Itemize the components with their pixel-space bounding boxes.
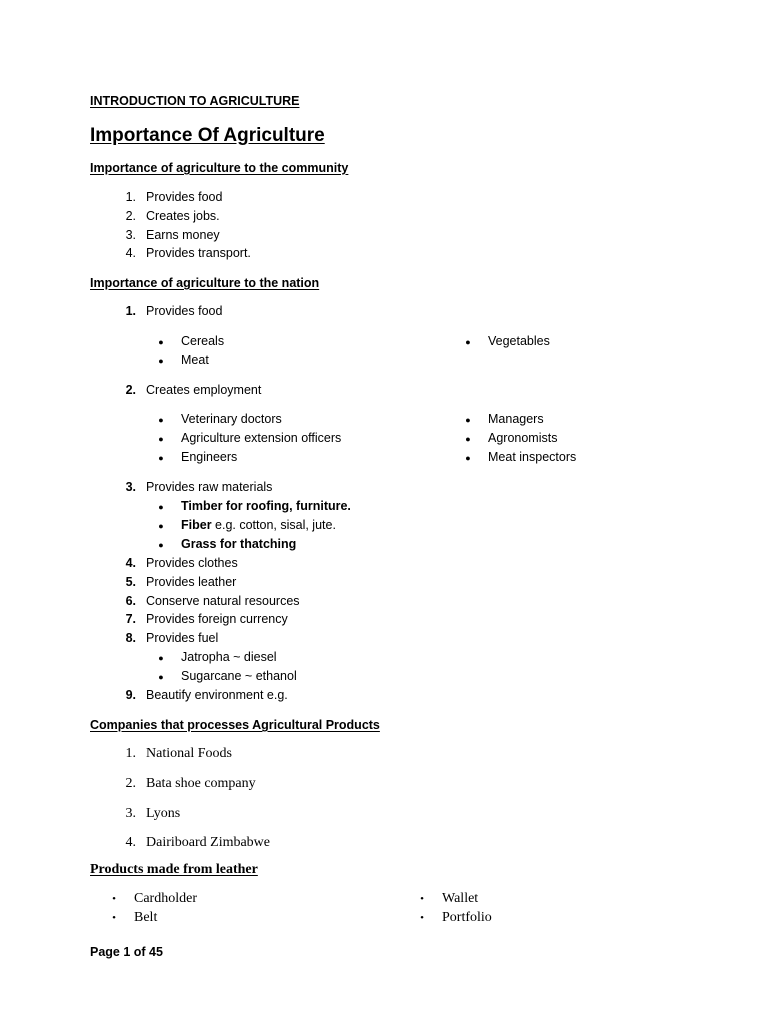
list-text: Provides leather xyxy=(146,575,237,589)
bullet-item xyxy=(108,891,197,907)
bullet-text: Agriculture extension officers xyxy=(181,431,342,445)
list-text: Provides clothes xyxy=(146,556,238,570)
list-number: 9. xyxy=(125,688,136,702)
list-item xyxy=(108,209,220,223)
list-item xyxy=(108,835,270,851)
bullet-text: e.g. cotton, sisal, jute. xyxy=(211,518,336,532)
bullet-text: Belt xyxy=(134,910,158,925)
list-item xyxy=(108,631,218,645)
list-number: 5. xyxy=(125,575,136,589)
list-number: 3. xyxy=(125,228,136,242)
bullet-text: Sugarcane ~ ethanol xyxy=(181,669,297,683)
list-number: 3. xyxy=(125,806,136,821)
list-text: Earns money xyxy=(146,228,220,242)
list-number: 6. xyxy=(125,594,136,608)
list-item xyxy=(108,594,300,608)
list-item xyxy=(108,228,220,242)
list-text: Creates jobs. xyxy=(146,209,220,223)
list-text: Dairiboard Zimbabwe xyxy=(146,835,271,850)
list-item xyxy=(108,383,261,397)
bullet-icon: • xyxy=(112,912,116,924)
bullet-icon: ● xyxy=(158,521,164,531)
list-number: 4. xyxy=(125,556,136,570)
list-number: 7. xyxy=(125,612,136,626)
list-item xyxy=(108,612,288,626)
bullet-item xyxy=(155,537,296,551)
bullet-text: Portfolio xyxy=(442,910,492,925)
bullet-icon: • xyxy=(420,912,424,924)
list-item xyxy=(108,190,222,204)
list-text: Provides raw materials xyxy=(146,480,273,494)
bullet-icon: ● xyxy=(158,653,164,663)
bullet-item xyxy=(462,334,550,348)
list-number: 1. xyxy=(125,746,136,761)
bullet-text: Grass for thatching xyxy=(181,537,297,551)
bullet-icon: ● xyxy=(158,672,164,682)
bullet-text: Meat xyxy=(181,353,209,367)
bullet-icon: ● xyxy=(158,356,164,366)
list-text: Provides transport. xyxy=(146,246,251,260)
bullet-text: Agronomists xyxy=(488,431,558,445)
bullet-item xyxy=(155,431,341,445)
bullet-text: Veterinary doctors xyxy=(181,412,282,426)
bullet-text: Timber for roofing, furniture. xyxy=(181,499,351,513)
bullet-text: Vegetables xyxy=(488,334,550,348)
list-text: Provides food xyxy=(146,304,223,318)
bullet-icon: ● xyxy=(158,415,164,425)
document-title: INTRODUCTION TO AGRICULTURE xyxy=(90,94,300,108)
bullet-text: Managers xyxy=(488,412,544,426)
list-number: 8. xyxy=(125,631,136,645)
bullet-item xyxy=(416,910,492,926)
list-number: 2. xyxy=(125,383,136,397)
bullet-item xyxy=(462,431,557,445)
companies-heading: Companies that processes Agricultural Products xyxy=(90,718,380,732)
list-item xyxy=(108,246,251,260)
list-item xyxy=(108,688,288,702)
bullet-text: Cereals xyxy=(181,334,225,348)
list-text: Provides fuel xyxy=(146,631,219,645)
bullet-item xyxy=(155,450,237,464)
list-item xyxy=(108,480,272,494)
list-item xyxy=(108,776,256,792)
main-heading: Importance Of Agriculture xyxy=(90,125,325,146)
bullet-text: Wallet xyxy=(442,891,479,906)
bullet-icon: ● xyxy=(158,337,164,347)
list-number: 3. xyxy=(125,480,136,494)
bullet-icon: ● xyxy=(158,434,164,444)
bullet-item xyxy=(416,891,478,907)
list-text: Lyons xyxy=(146,806,181,821)
bullet-item xyxy=(155,412,282,426)
nation-heading: Importance of agriculture to the nation xyxy=(90,276,320,290)
bullet-icon: ● xyxy=(158,502,164,512)
bullet-item xyxy=(155,518,336,532)
bullet-item xyxy=(155,669,297,683)
list-item xyxy=(108,746,232,762)
page-number: Page 1 of 45 xyxy=(90,945,163,959)
community-heading: Importance of agriculture to the community xyxy=(90,161,349,175)
bullet-icon: ● xyxy=(465,415,471,425)
leather-heading: Products made from leather xyxy=(90,862,258,877)
list-number: 1. xyxy=(125,190,136,204)
bullet-item xyxy=(462,412,544,426)
bullet-text-bold: Fiber xyxy=(181,518,212,532)
bullet-item xyxy=(155,650,277,664)
list-item xyxy=(108,556,238,570)
bullet-item xyxy=(155,353,209,367)
bullet-icon: ● xyxy=(158,453,164,463)
list-number: 2. xyxy=(125,209,136,223)
bullet-item xyxy=(155,499,351,513)
list-text: Bata shoe company xyxy=(146,776,256,791)
bullet-item xyxy=(155,334,224,348)
list-number: 4. xyxy=(125,835,136,850)
bullet-text: Engineers xyxy=(181,450,238,464)
list-text: Beautify environment e.g. xyxy=(146,688,288,702)
bullet-item xyxy=(108,910,157,926)
list-text: Conserve natural resources xyxy=(146,594,300,608)
bullet-text: Meat inspectors xyxy=(488,450,577,464)
list-number: 2. xyxy=(125,776,136,791)
bullet-text: Cardholder xyxy=(134,891,197,906)
bullet-icon: • xyxy=(112,893,116,905)
bullet-icon: ● xyxy=(465,453,471,463)
bullet-item xyxy=(462,450,576,464)
bullet-text: Jatropha ~ diesel xyxy=(181,650,277,664)
list-item xyxy=(108,575,236,589)
list-text: Creates employment xyxy=(146,383,262,397)
bullet-icon: ● xyxy=(158,540,164,550)
list-item xyxy=(108,304,222,318)
list-text: Provides food xyxy=(146,190,223,204)
list-number: 1. xyxy=(125,304,136,318)
bullet-icon: • xyxy=(420,893,424,905)
list-text: National Foods xyxy=(146,746,232,761)
list-text: Provides foreign currency xyxy=(146,612,288,626)
bullet-icon: ● xyxy=(465,337,471,347)
list-item xyxy=(108,806,180,822)
bullet-icon: ● xyxy=(465,434,471,444)
list-number: 4. xyxy=(125,246,136,260)
